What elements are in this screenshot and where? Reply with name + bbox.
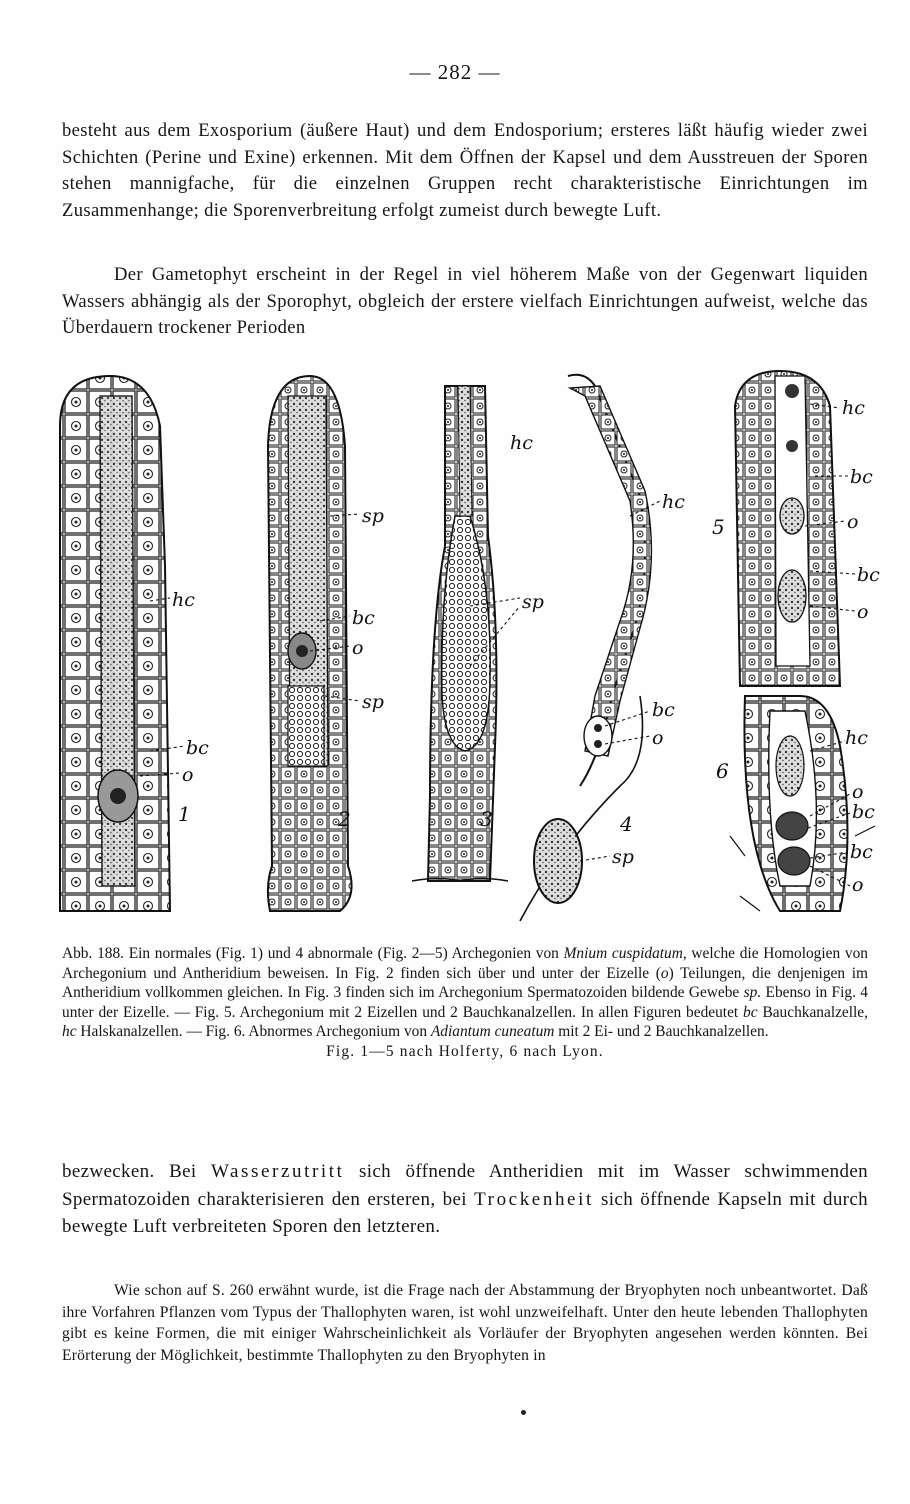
paragraph-3: bezwecken. Bei Wasserzutritt sich öffnende Antheridien mit im Wasser schwimmenden Spermatozoiden charakterisieren den ersteren, bei Trockenheit sich öffnende Kapseln mit durch bewegte Luft verbreiteten Sporen den letzteren.: [62, 1161, 868, 1237]
label-bc-fig1: bc: [186, 737, 209, 759]
fig-number-2: 2: [338, 807, 351, 831]
label-hc-fig6: hc: [845, 727, 868, 749]
label-bc-fig4: bc: [652, 699, 675, 721]
page-number: — 282 —: [409, 60, 501, 84]
archegonia-illustration: [40, 366, 880, 926]
label-o-fig4: o: [652, 727, 664, 749]
label-bc-fig5-bottom: bc: [857, 564, 880, 586]
label-bc-fig2: bc: [352, 607, 375, 629]
fig-3-archegonium: [412, 386, 508, 881]
label-o-fig5-top: o: [847, 511, 859, 533]
label-o-fig1: o: [182, 764, 194, 786]
label-o-fig6-top: o: [852, 781, 864, 803]
paragraph-4: Wie schon auf S. 260 erwähnt wurde, ist die Frage nach der Abstammung der Bryophyten noch unbeantwortet. Daß ihre Vorfahren Pflanzen vom Typus der Thallophyten waren, ist wohl unzweifelhaft. Unter den heute lebenden Thallophyten gibt es keine Formen, die mit einiger Wahrscheinlichkeit als Vorläufer der Bryophyten angesehen werden könnten. Bei Erörterung der Möglichkeit, bestimmte Thallophyten zu den Bryophyten in: [62, 1282, 868, 1364]
species-adiantum: Adiantum cuneatum: [430, 1023, 555, 1041]
label-o-fig5-bottom: o: [857, 601, 869, 623]
emphasis-trockenheit: Trockenheit: [474, 1188, 594, 1210]
fig-4-archegonium: [520, 375, 651, 921]
label-hc-fig4: hc: [662, 491, 685, 513]
label-bc-fig6-bottom: bc: [850, 841, 873, 863]
page-mark: [521, 1410, 526, 1415]
archegonia-figure: [40, 366, 880, 926]
label-hc-fig3: hc: [510, 432, 533, 454]
figure-credit: Fig. 1—5 nach Holferty, 6 nach Lyon.: [326, 1042, 604, 1060]
label-hc-fig1: hc: [172, 589, 195, 611]
label-hc-fig5: hc: [842, 397, 865, 419]
label-o-fig6-bottom: o: [852, 874, 864, 896]
label-sp-fig2-bottom: sp: [362, 691, 384, 713]
paragraph-1: besteht aus dem Exosporium (äußere Haut) und dem Endosporium; ersteres läßt häufig wieder zwei Schichten (Perine und Exine) erkennen. Mit dem Öffnen der Kapsel und dem Ausstreuen der Sporen stehen mannigfache, für die einzelnen Gruppen recht charakteristische Einrichtungen im Zusammenhange; die Sporenverbreitung erfolgt zumeist durch bewegte Luft.: [62, 120, 868, 221]
figure-caption: Abb. 188. Ein normales (Fig. 1) und 4 abnormale (Fig. 2—5) Archegonien von Mnium cuspidatum, welche die Homologien von Archegonium und Antheridium beweisen. In Fig. 2 finden sich über und unter der Eizelle (o) Teilungen, die denjenigen im Antheridium vollkommen gleichen. In Fig. 3 finden sich im Archegonium Spermatozoiden bildende Gewebe sp. Ebenso in Fig. 4 unter der Eizelle. — Fig. 5. Archegonium mit 2 Eizellen und 2 Bauchkanalzellen. In allen Figuren bedeutet bc Bauchkanalzelle, hc Halskanalzellen. — Fig. 6. Abnormes Archegonium von Adiantum cuneatum mit 2 Ei- und 2 Bauchkanalzellen. Fig. 1—5 nach Holferty, 6 nach Lyon.: [62, 945, 869, 1060]
label-bc-fig6-top: bc: [852, 801, 875, 823]
label-o-fig2: o: [352, 637, 364, 659]
fig-number-6: 6: [716, 759, 729, 783]
fig-number-4: 4: [620, 812, 633, 836]
fig-number-5: 5: [712, 515, 725, 539]
label-sp-fig4: sp: [612, 846, 634, 868]
label-bc-fig5-top: bc: [850, 466, 873, 488]
fig-1-archegonium: [60, 376, 170, 911]
fig-5-archegonium: [735, 371, 840, 686]
label-sp-fig2-top: sp: [362, 505, 384, 527]
fig-number-1: 1: [178, 802, 191, 826]
fig-number-3: 3: [480, 807, 493, 831]
species-mnium: Mnium cuspidatum: [563, 945, 683, 962]
label-sp-fig3: sp: [522, 591, 544, 613]
emphasis-wasserzutritt: Wasserzutritt: [210, 1161, 345, 1182]
paragraph-2: Der Gametophyt erscheint in der Regel in viel höherem Maße von der Gegenwart liquiden Wassers abhängig als der Sporophyt, obgleich der erstere vielfach Einrichtungen aufweist, welche das Überdauern trockener Perioden: [62, 264, 868, 339]
